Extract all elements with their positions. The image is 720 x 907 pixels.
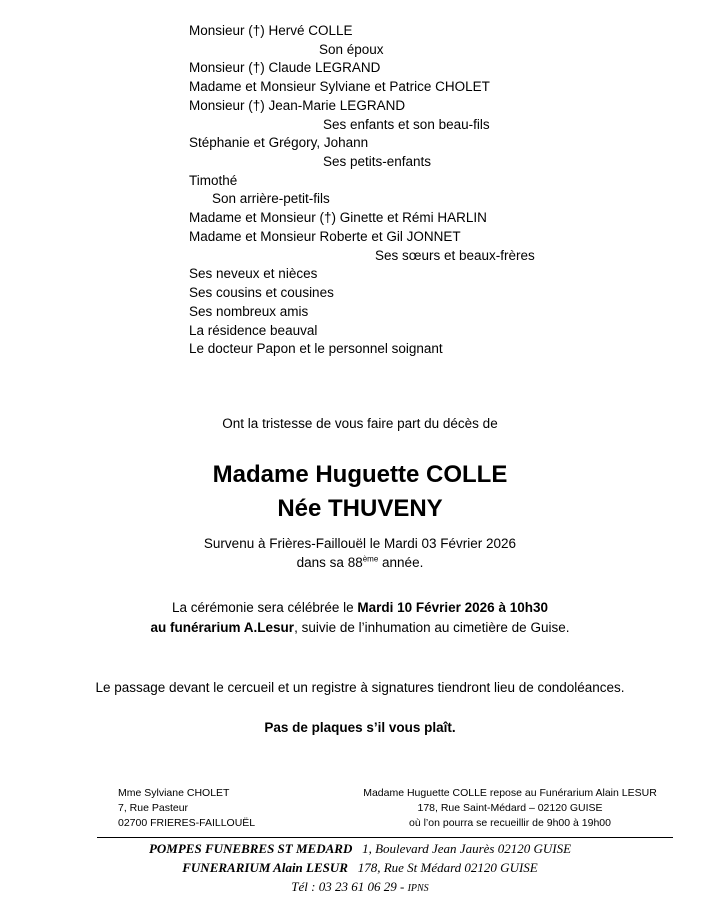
footer-pompes: POMPES FUNEBRES ST MEDARD 1, Boulevard Jean Jaurès 02120 GUISE bbox=[148, 841, 572, 856]
ceremony-line2: au funérarium A.Lesur, suivie de l’inhumation au cimetière de Guise. bbox=[150, 620, 570, 635]
family-petits-enfants: Ses petits-enfants bbox=[323, 154, 432, 169]
family-claude: Monsieur (†) Claude LEGRAND bbox=[189, 60, 381, 75]
family-jean-marie: Monsieur (†) Jean-Marie LEGRAND bbox=[189, 98, 406, 113]
family-amis: Ses nombreux amis bbox=[189, 304, 309, 319]
family-son-epoux: Son époux bbox=[319, 42, 384, 57]
repose-line2: 178, Rue Saint-Médard – 02120 GUISE bbox=[417, 802, 603, 814]
family-residence: La résidence beauval bbox=[189, 323, 318, 338]
family-sylviane: Madame et Monsieur Sylviane et Patrice CHOLET bbox=[189, 79, 490, 94]
passage-text: Le passage devant le cercueil et un registre à signatures tiendront lieu de condoléances. bbox=[95, 680, 625, 695]
family-stephanie: Stéphanie et Grégory, Johann bbox=[189, 135, 369, 150]
family-herve: Monsieur (†) Hervé COLLE bbox=[189, 23, 353, 38]
ceremony-line1: La cérémonie sera célébrée le Mardi 10 Février 2026 à 10h30 bbox=[172, 600, 548, 615]
contact-name: Mme Sylviane CHOLET bbox=[118, 787, 230, 799]
family-arriere: Son arrière-petit-fils bbox=[212, 191, 330, 206]
footer-tel: Tél : 03 23 61 06 29 - IPNS bbox=[291, 879, 429, 894]
family-enfants: Ses enfants et son beau-fils bbox=[323, 117, 490, 132]
deceased-name: Madame Huguette COLLE bbox=[212, 461, 508, 488]
family-timothe: Timothé bbox=[189, 173, 238, 188]
footer-divider bbox=[97, 837, 673, 838]
family-cousins: Ses cousins et cousines bbox=[189, 285, 334, 300]
footer-funerarium: FUNERARIUM Alain LESUR 178, Rue St Médard 02120 GUISE bbox=[182, 860, 538, 875]
contact-street: 7, Rue Pasteur bbox=[118, 802, 189, 814]
family-roberte: Madame et Monsieur Roberte et Gil JONNET bbox=[189, 229, 461, 244]
deceased-nee: Née THUVENY bbox=[277, 495, 443, 522]
family-neveux: Ses neveux et nièces bbox=[189, 266, 318, 281]
deceased-info-line1: Survenu à Frières-Faillouël le Mardi 03 Février 2026 bbox=[203, 536, 517, 551]
family-ginette: Madame et Monsieur (†) Ginette et Rémi HARLIN bbox=[189, 210, 487, 225]
family-soeurs: Ses sœurs et beaux-frères bbox=[375, 248, 535, 263]
repose-line3: où l’on pourra se recueillir de 9h00 à 19h00 bbox=[409, 817, 611, 829]
contact-city: 02700 FRIERES-FAILLOUËL bbox=[118, 817, 256, 829]
announce-text: Ont la tristesse de vous faire part du décès de bbox=[222, 416, 498, 431]
repose-line1: Madame Huguette COLLE repose au Funérarium Alain LESUR bbox=[363, 787, 657, 799]
deceased-info-line2: dans sa 88ème année. bbox=[296, 554, 424, 570]
family-docteur: Le docteur Papon et le personnel soignant bbox=[189, 341, 443, 356]
no-plaques-text: Pas de plaques s’il vous plaît. bbox=[264, 720, 456, 735]
